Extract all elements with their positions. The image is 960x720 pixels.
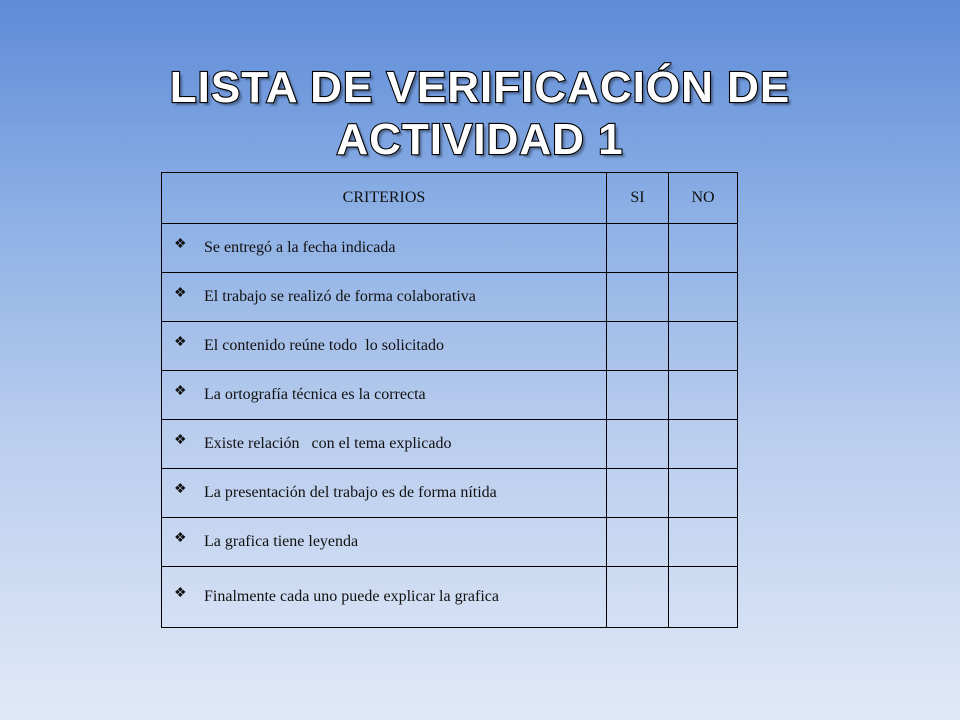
table-header-row bbox=[162, 173, 738, 224]
no-cell[interactable] bbox=[669, 224, 738, 273]
diamond-bullet-icon: ❖ bbox=[174, 286, 187, 301]
no-cell[interactable] bbox=[669, 371, 738, 420]
no-cell[interactable] bbox=[669, 518, 738, 567]
criterion-text: La grafica tiene leyenda bbox=[204, 533, 359, 550]
no-cell[interactable] bbox=[669, 420, 738, 469]
criterion-cell bbox=[162, 224, 607, 273]
table-row bbox=[162, 518, 738, 567]
table-row bbox=[162, 567, 738, 628]
header-no: NO bbox=[669, 173, 738, 224]
criterion-text: La presentación del trabajo es de forma nítida bbox=[204, 484, 497, 501]
table-row bbox=[162, 420, 738, 469]
criterion-cell bbox=[162, 518, 607, 567]
diamond-bullet-icon: ❖ bbox=[174, 433, 187, 448]
no-cell[interactable] bbox=[669, 273, 738, 322]
criterion-cell bbox=[162, 469, 607, 518]
criterion-cell bbox=[162, 567, 607, 628]
si-cell[interactable] bbox=[607, 224, 669, 273]
si-cell[interactable] bbox=[607, 567, 669, 628]
criterion-text: Finalmente cada uno puede explicar la grafica bbox=[204, 588, 499, 605]
diamond-bullet-icon: ❖ bbox=[174, 482, 187, 497]
diamond-bullet-icon: ❖ bbox=[174, 531, 187, 546]
si-cell[interactable] bbox=[607, 469, 669, 518]
criterion-cell bbox=[162, 322, 607, 371]
criterion-cell bbox=[162, 273, 607, 322]
si-cell[interactable] bbox=[607, 420, 669, 469]
page-title bbox=[0, 62, 960, 166]
criterion-cell bbox=[162, 371, 607, 420]
si-cell[interactable] bbox=[607, 273, 669, 322]
criterion-text: Se entregó a la fecha indicada bbox=[204, 239, 396, 256]
criterion-text: Existe relación con el tema explicado bbox=[204, 435, 452, 452]
title-line-2: ACTIVIDAD 1 bbox=[336, 115, 624, 164]
table-row bbox=[162, 224, 738, 273]
si-cell[interactable] bbox=[607, 371, 669, 420]
no-cell[interactable] bbox=[669, 567, 738, 628]
no-cell[interactable] bbox=[669, 322, 738, 371]
criterion-cell bbox=[162, 420, 607, 469]
header-criterios: CRITERIOS bbox=[162, 173, 607, 224]
table-row bbox=[162, 322, 738, 371]
diamond-bullet-icon: ❖ bbox=[174, 335, 187, 350]
si-cell[interactable] bbox=[607, 518, 669, 567]
checklist-table bbox=[161, 172, 738, 628]
table-row bbox=[162, 469, 738, 518]
diamond-bullet-icon: ❖ bbox=[174, 384, 187, 399]
diamond-bullet-icon: ❖ bbox=[174, 237, 187, 252]
si-cell[interactable] bbox=[607, 322, 669, 371]
table-row bbox=[162, 371, 738, 420]
criterion-text: El contenido reúne todo lo solicitado bbox=[204, 337, 444, 354]
title-line-1: LISTA DE VERIFICACIÓN DE bbox=[169, 63, 791, 112]
diamond-bullet-icon: ❖ bbox=[174, 586, 187, 601]
no-cell[interactable] bbox=[669, 469, 738, 518]
table-row bbox=[162, 273, 738, 322]
criterion-text: El trabajo se realizó de forma colaborativa bbox=[204, 288, 476, 305]
criterion-text: La ortografía técnica es la correcta bbox=[204, 386, 426, 403]
header-si: SI bbox=[607, 173, 669, 224]
